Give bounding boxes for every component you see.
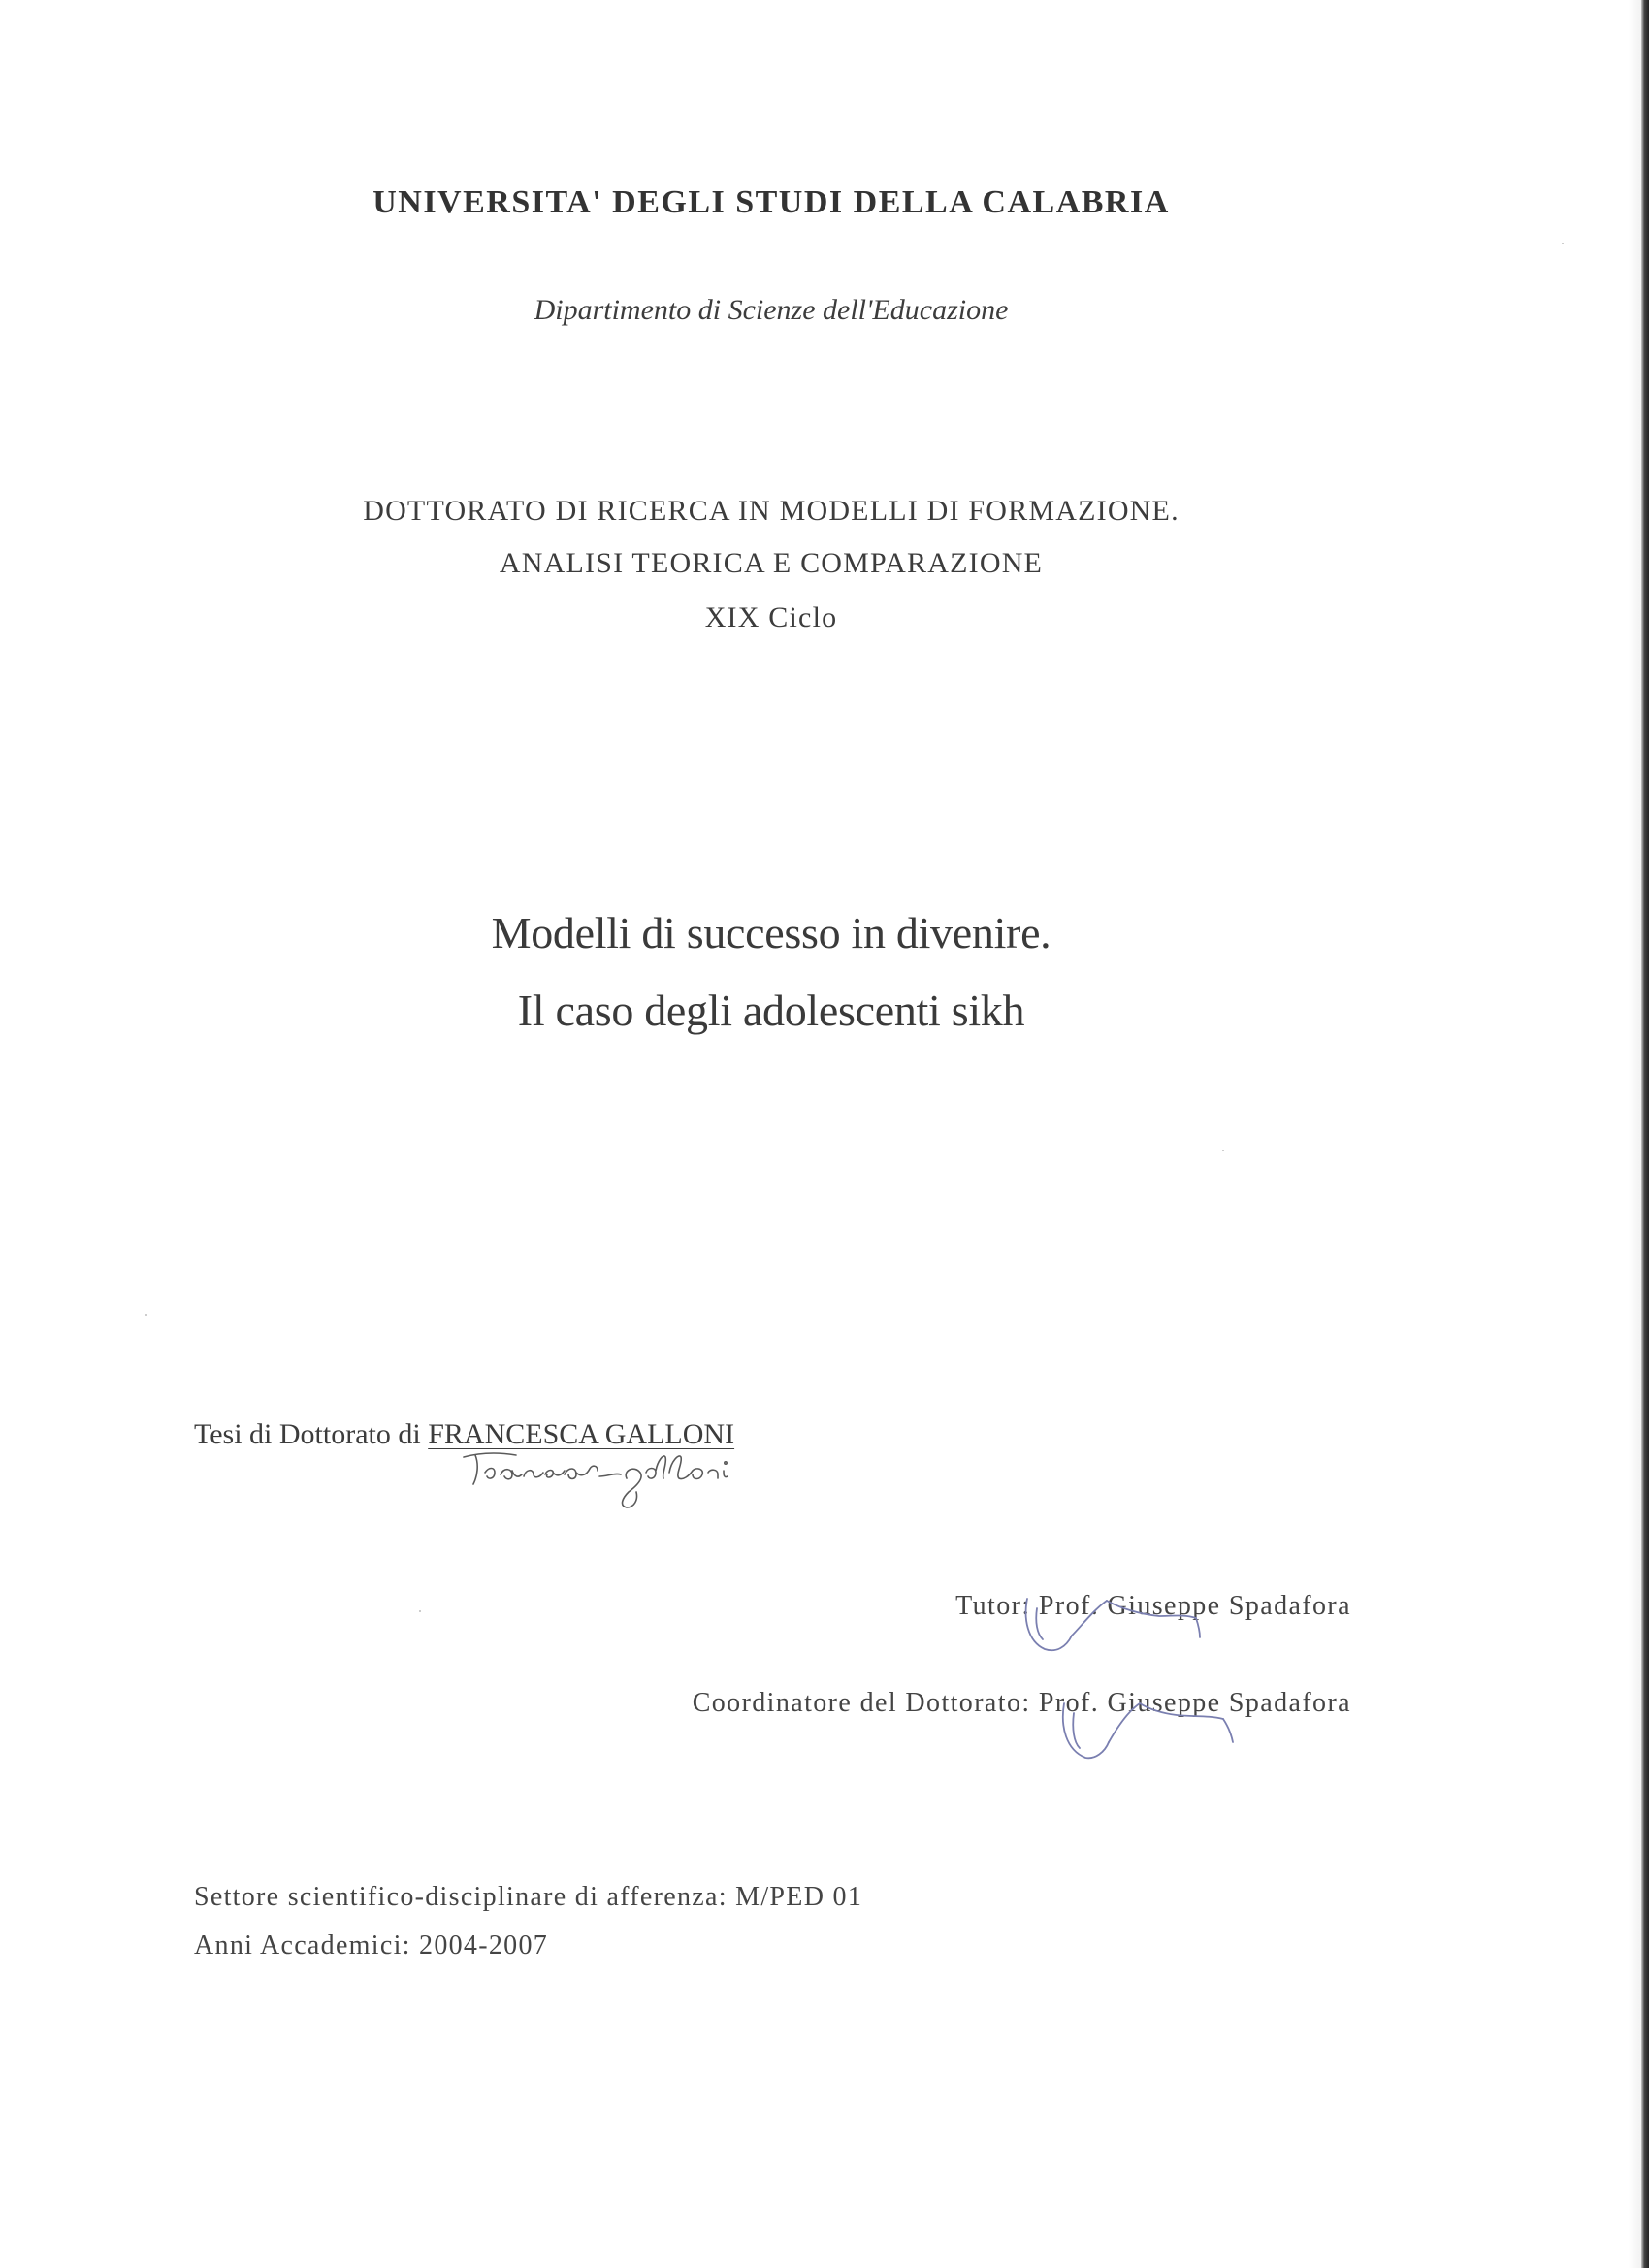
thesis-title-line-1: Modelli di successo in divenire. <box>491 908 1051 957</box>
tutor-line: Tutor: Prof. Giuseppe Spadafora <box>955 1591 1351 1621</box>
thesis-author-name: FRANCESCA GALLONI <box>428 1418 735 1450</box>
university-name: UNIVERSITA' DEGLI STUDI DELLA CALABRIA <box>372 184 1170 220</box>
scan-edge-shadow <box>1628 0 1641 2268</box>
thesis-author-prefix: Tesi di Dottorato di <box>194 1418 429 1450</box>
scan-speck <box>146 1314 147 1316</box>
academic-years: Anni Accademici: 2004-2007 <box>194 1930 549 1960</box>
scan-speck <box>419 1610 421 1612</box>
doctorate-program-line-1: DOTTORATO DI RICERCA IN MODELLI DI FORMAZIONE. <box>363 495 1180 527</box>
author-signature <box>456 1443 786 1513</box>
scan-speck <box>1222 1150 1224 1151</box>
doctorate-cycle: XIX Ciclo <box>704 601 838 633</box>
thesis-title-line-2: Il caso degli adolescenti sikh <box>517 986 1025 1035</box>
coordinator-line: Coordinatore del Dottorato: Prof. Giuseppe Spadafora <box>692 1688 1351 1718</box>
doctorate-program-line-2: ANALISI TEORICA E COMPARAZIONE <box>499 547 1044 579</box>
thesis-author-line <box>194 1418 734 1451</box>
department-name: Dipartimento di Scienze dell'Educazione <box>534 294 1009 326</box>
scan-edge <box>1641 0 1649 2268</box>
scientific-sector: Settore scientifico-disciplinare di afferenza: M/PED 01 <box>194 1882 863 1912</box>
scan-speck <box>1562 243 1564 244</box>
